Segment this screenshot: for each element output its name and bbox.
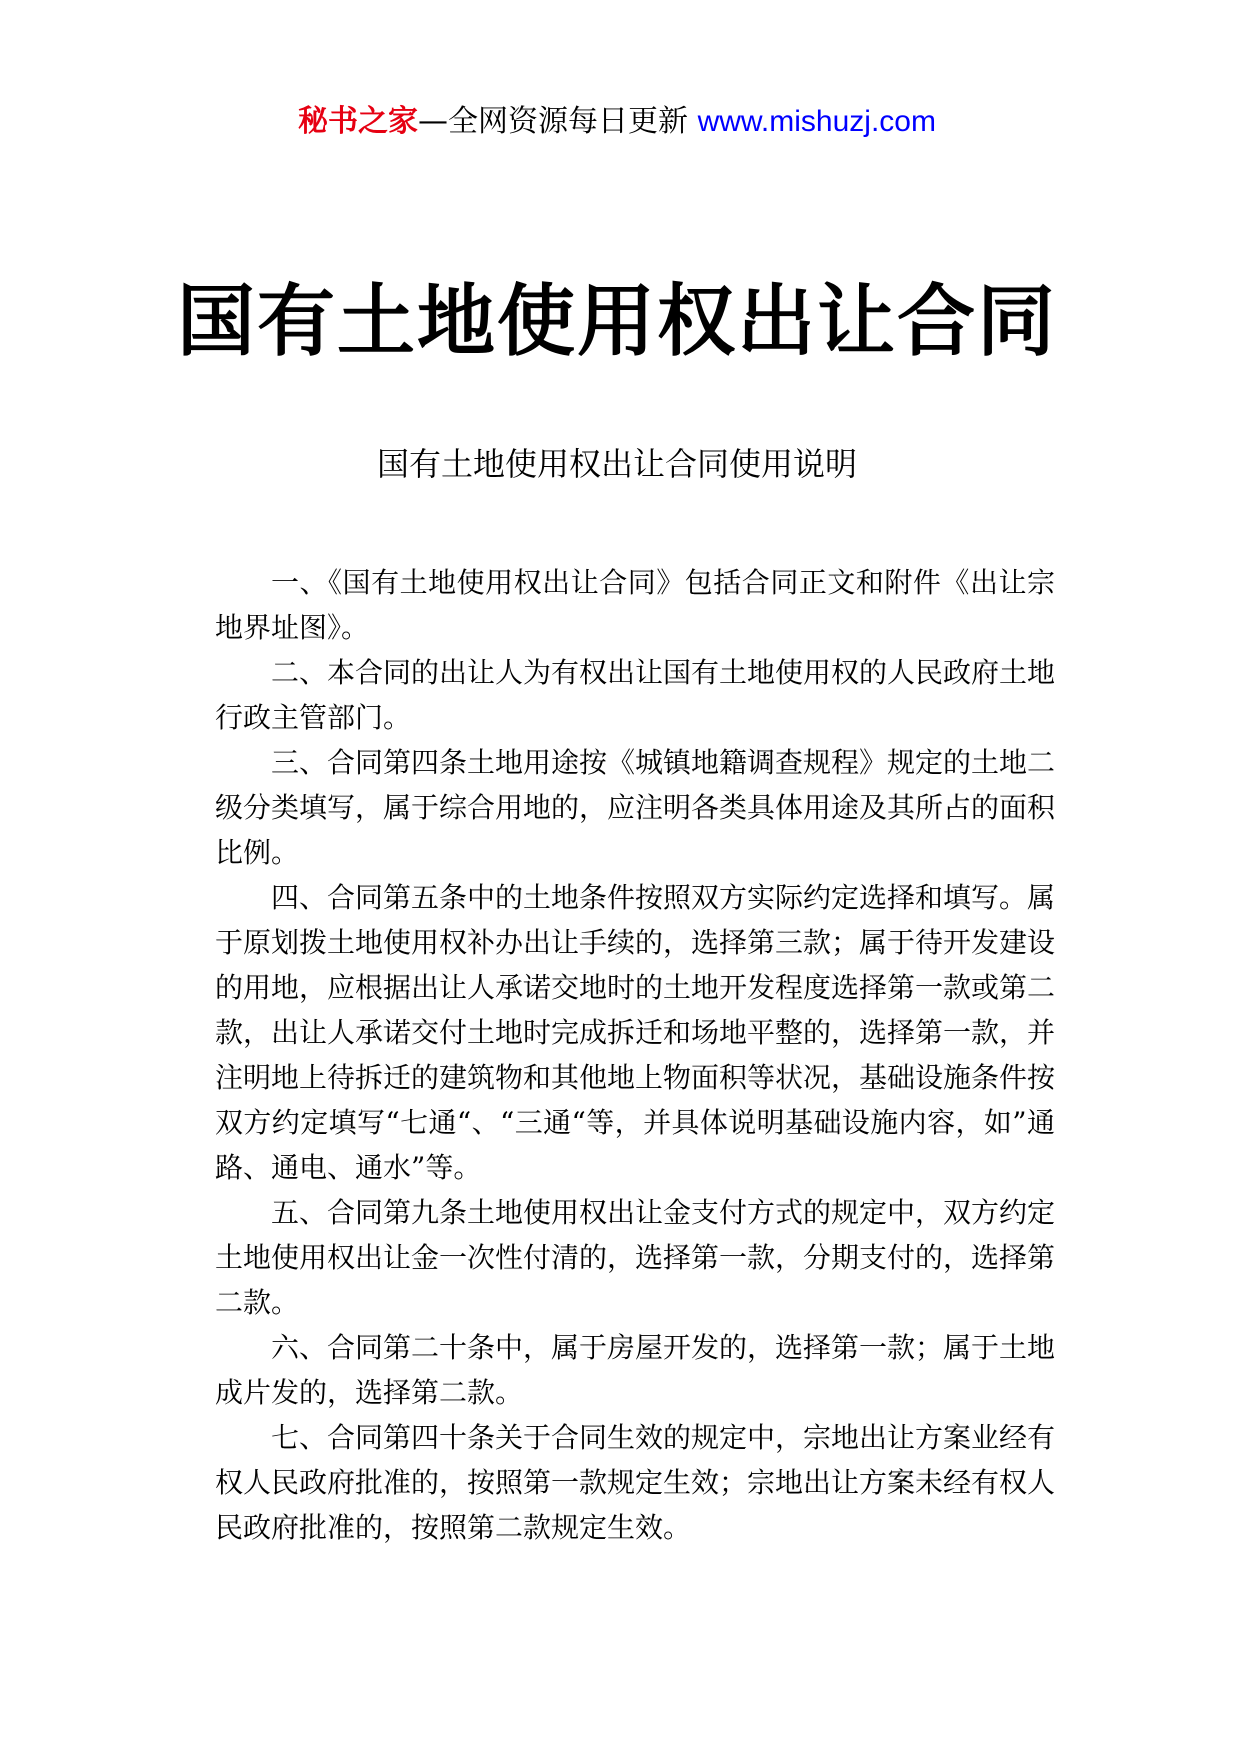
document-body [215, 560, 1055, 1550]
site-url-link[interactable]: www.mishuzj.com [697, 105, 936, 138]
paragraph-7: 七、合同第四十条关于合同生效的规定中，宗地出让方案业经有权人民政府批准的，按照第一款规定生效；宗地出让方案未经有权人民政府批准的，按照第二款规定生效。 [215, 1421, 1056, 1544]
paragraph-4: 四、合同第五条中的土地条件按照双方实际约定选择和填写。属于原划拨土地使用权补办出让手续的，选择第三款；属于待开发建设的用地，应根据出让人承诺交地时的土地开发程度选择第一款或第二款，出让人承诺交付土地时完成拆迁和场地平整的，选择第一款，并注明地上待拆迁的建筑物和其他地上物面积等状况，基础设施条件按双方约定填写“七通“、“三通“等，并具体说明基础设施内容，如”通路、通电、通水”等。 [215, 881, 1056, 1184]
site-header [0, 100, 1234, 144]
paragraph-6: 六、合同第二十条中，属于房屋开发的，选择第一款；属于土地成片发的，选择第二款。 [215, 1331, 1056, 1409]
paragraph-2: 二、本合同的出让人为有权出让国有土地使用权的人民政府土地行政主管部门。 [215, 656, 1056, 734]
document-title: 国有土地使用权出让合同 [176, 277, 1057, 367]
paragraph-5: 五、合同第九条土地使用权出让金支付方式的规定中，双方约定土地使用权出让金一次性付清的，选择第一款，分期支付的，选择第二款。 [215, 1196, 1056, 1319]
paragraph-1: 一、《国有土地使用权出让合同》包括合同正文和附件《出让宗地界址图》。 [215, 566, 1055, 644]
paragraph-3: 三、合同第四条土地用途按《城镇地籍调查规程》规定的土地二级分类填写，属于综合用地的，应注明各类具体用途及其所占的面积比例。 [215, 746, 1056, 869]
header-slogan: —全网资源每日更新 [418, 104, 689, 139]
brand-name: 秘书之家 [298, 104, 419, 139]
document-subtitle: 国有土地使用权出让合同使用说明 [376, 445, 857, 483]
